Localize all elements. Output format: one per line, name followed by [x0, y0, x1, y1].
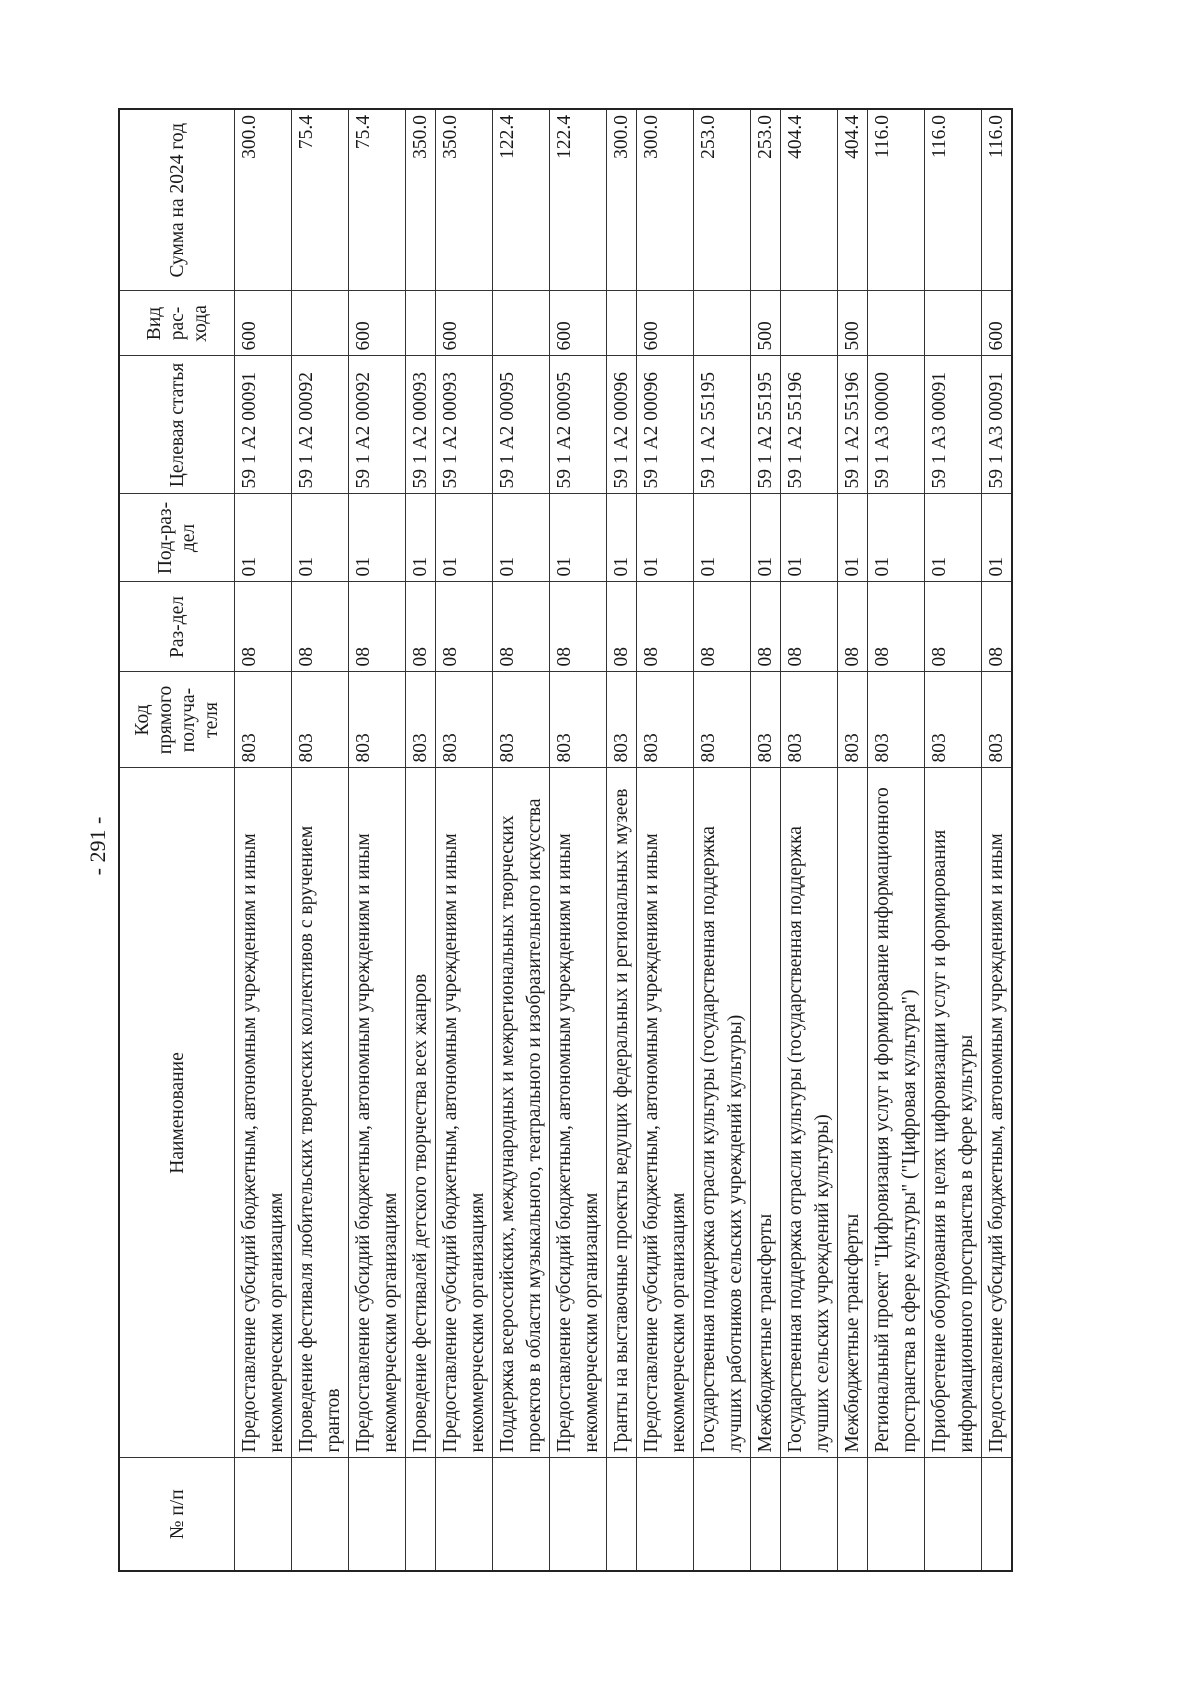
cell-num [751, 1458, 781, 1571]
cell-subsection: 01 [925, 494, 982, 582]
cell-num [868, 1458, 925, 1571]
header-name: Наименование [119, 768, 235, 1458]
cell-subsection: 01 [868, 494, 925, 582]
cell-section: 08 [607, 582, 637, 672]
cell-target-article: 59 1 А2 00095 [550, 356, 607, 494]
cell-num [607, 1458, 637, 1571]
cell-num [406, 1458, 436, 1571]
cell-subsection: 01 [550, 494, 607, 582]
cell-recipient-code: 803 [607, 672, 637, 768]
cell-name: Предоставление субсидий бюджетным, автономным учреждениям и иным некоммерческим организациям [235, 768, 292, 1458]
cell-section: 08 [406, 582, 436, 672]
cell-sum: 404.4 [838, 109, 868, 291]
cell-sum: 300.0 [637, 109, 694, 291]
cell-expense-type: 600 [349, 291, 406, 356]
cell-num [982, 1458, 1013, 1571]
cell-expense-type [406, 291, 436, 356]
cell-target-article: 59 1 А2 00093 [436, 356, 493, 494]
cell-target-article: 59 1 А3 00091 [925, 356, 982, 494]
cell-target-article: 59 1 А2 55196 [781, 356, 838, 494]
cell-name: Государственная поддержка отрасли культуры (государственная поддержка лучших сельских учреждений культуры) [781, 768, 838, 1458]
cell-sum: 122.4 [493, 109, 550, 291]
cell-section: 08 [751, 582, 781, 672]
cell-section: 08 [925, 582, 982, 672]
cell-subsection: 01 [637, 494, 694, 582]
cell-target-article: 59 1 А2 55195 [751, 356, 781, 494]
budget-table [118, 108, 1013, 1572]
cell-subsection: 01 [838, 494, 868, 582]
cell-name: Поддержка всероссийских, международных и межрегиональных творческих проектов в области музыкального, театрального и изобразительного искусства [493, 768, 550, 1458]
cell-target-article: 59 1 А2 55196 [838, 356, 868, 494]
cell-name: Межбюджетные трансферты [838, 768, 868, 1458]
table-row [694, 109, 751, 1571]
cell-recipient-code: 803 [925, 672, 982, 768]
cell-num [235, 1458, 292, 1571]
cell-target-article: 59 1 А2 00093 [406, 356, 436, 494]
cell-sum: 253.0 [694, 109, 751, 291]
cell-expense-type: 500 [838, 291, 868, 356]
cell-expense-type [868, 291, 925, 356]
cell-expense-type [925, 291, 982, 356]
cell-expense-type [292, 291, 349, 356]
cell-section: 08 [838, 582, 868, 672]
cell-name: Гранты на выставочные проекты ведущих федеральных и региональных музеев [607, 768, 637, 1458]
cell-expense-type [694, 291, 751, 356]
cell-recipient-code: 803 [436, 672, 493, 768]
cell-expense-type [607, 291, 637, 356]
cell-sum: 253.0 [751, 109, 781, 291]
cell-target-article: 59 1 А3 00000 [868, 356, 925, 494]
cell-name: Приобретение оборудования в целях цифровизации услуг и формирования информационного пространства в сфере культуры [925, 768, 982, 1458]
cell-recipient-code: 803 [349, 672, 406, 768]
cell-name: Предоставление субсидий бюджетным, автономным учреждениям и иным некоммерческим организациям [349, 768, 406, 1458]
table-row [982, 109, 1013, 1571]
table-row [925, 109, 982, 1571]
header-subsection: Под-раз-дел [119, 494, 235, 582]
cell-expense-type: 600 [235, 291, 292, 356]
cell-name: Предоставление субсидий бюджетным, автономным учреждениям и иным [982, 768, 1013, 1458]
cell-recipient-code: 803 [838, 672, 868, 768]
cell-num [838, 1458, 868, 1571]
header-num: № п/п [119, 1458, 235, 1571]
cell-num [292, 1458, 349, 1571]
table-row [235, 109, 292, 1571]
cell-num [925, 1458, 982, 1571]
cell-sum: 75.4 [349, 109, 406, 291]
cell-target-article: 59 1 А2 00092 [349, 356, 406, 494]
cell-num [781, 1458, 838, 1571]
cell-recipient-code: 803 [493, 672, 550, 768]
cell-sum: 350.0 [436, 109, 493, 291]
cell-section: 08 [982, 582, 1013, 672]
table-row [349, 109, 406, 1571]
page-number: - 291 - [85, 816, 110, 876]
cell-target-article: 59 1 А2 00096 [607, 356, 637, 494]
cell-section: 08 [349, 582, 406, 672]
cell-recipient-code: 803 [235, 672, 292, 768]
table-row [751, 109, 781, 1571]
table-row [637, 109, 694, 1571]
cell-subsection: 01 [349, 494, 406, 582]
cell-section: 08 [868, 582, 925, 672]
cell-name: Проведение фестивалей детского творчества всех жанров [406, 768, 436, 1458]
cell-name: Предоставление субсидий бюджетным, автономным учреждениям и иным некоммерческим организациям [637, 768, 694, 1458]
cell-target-article: 59 1 А2 00092 [292, 356, 349, 494]
cell-target-article: 59 1 А2 55195 [694, 356, 751, 494]
cell-expense-type: 600 [550, 291, 607, 356]
cell-recipient-code: 803 [781, 672, 838, 768]
cell-section: 08 [493, 582, 550, 672]
cell-subsection: 01 [235, 494, 292, 582]
cell-section: 08 [436, 582, 493, 672]
cell-subsection: 01 [493, 494, 550, 582]
cell-section: 08 [292, 582, 349, 672]
cell-recipient-code: 803 [694, 672, 751, 768]
cell-recipient-code: 803 [292, 672, 349, 768]
cell-sum: 350.0 [406, 109, 436, 291]
cell-target-article: 59 1 А2 00095 [493, 356, 550, 494]
header-section: Раз-дел [119, 582, 235, 672]
cell-target-article: 59 1 А2 00096 [637, 356, 694, 494]
cell-sum: 122.4 [550, 109, 607, 291]
cell-num [550, 1458, 607, 1571]
cell-name: Государственная поддержка отрасли культуры (государственная поддержка лучших работников сельских учреждений культуры) [694, 768, 751, 1458]
cell-sum: 300.0 [235, 109, 292, 291]
cell-subsection: 01 [694, 494, 751, 582]
cell-num [349, 1458, 406, 1571]
table-row [406, 109, 436, 1571]
cell-section: 08 [781, 582, 838, 672]
table-row [838, 109, 868, 1571]
cell-sum: 300.0 [607, 109, 637, 291]
cell-subsection: 01 [436, 494, 493, 582]
budget-table-rotated [118, 110, 1070, 1572]
cell-name: Проведение фестиваля любительских творческих коллективов с вручением грантов [292, 768, 349, 1458]
cell-name: Предоставление субсидий бюджетным, автономным учреждениям и иным некоммерческим организациям [436, 768, 493, 1458]
cell-recipient-code: 803 [982, 672, 1013, 768]
cell-recipient-code: 803 [751, 672, 781, 768]
cell-expense-type: 600 [982, 291, 1013, 356]
cell-subsection: 01 [607, 494, 637, 582]
cell-name: Межбюджетные трансферты [751, 768, 781, 1458]
table-row [607, 109, 637, 1571]
table-row [781, 109, 838, 1571]
cell-recipient-code: 803 [868, 672, 925, 768]
cell-expense-type: 500 [751, 291, 781, 356]
cell-section: 08 [694, 582, 751, 672]
cell-subsection: 01 [292, 494, 349, 582]
cell-name: Региональный проект "Цифровизация услуг и формирование информационного пространства в сфере культуры" ("Цифровая культура") [868, 768, 925, 1458]
table-body [235, 109, 1013, 1571]
cell-sum: 116.0 [868, 109, 925, 291]
cell-section: 08 [235, 582, 292, 672]
cell-sum: 404.4 [781, 109, 838, 291]
cell-recipient-code: 803 [637, 672, 694, 768]
table-row [493, 109, 550, 1571]
header-recipient-code: Код прямого получа-теля [119, 672, 235, 768]
cell-section: 08 [637, 582, 694, 672]
cell-subsection: 01 [406, 494, 436, 582]
cell-subsection: 01 [751, 494, 781, 582]
table-row [436, 109, 493, 1571]
cell-expense-type [781, 291, 838, 356]
cell-num [637, 1458, 694, 1571]
cell-sum: 75.4 [292, 109, 349, 291]
cell-name: Предоставление субсидий бюджетным, автономным учреждениям и иным некоммерческим организациям [550, 768, 607, 1458]
cell-target-article: 59 1 А3 00091 [982, 356, 1013, 494]
cell-num [493, 1458, 550, 1571]
cell-num [436, 1458, 493, 1571]
cell-sum: 116.0 [982, 109, 1013, 291]
cell-recipient-code: 803 [550, 672, 607, 768]
table-header-row [119, 109, 235, 1571]
table-row [550, 109, 607, 1571]
cell-num [694, 1458, 751, 1571]
header-target-article: Целевая статья [119, 356, 235, 494]
cell-subsection: 01 [982, 494, 1013, 582]
header-sum-2024: Сумма на 2024 год [119, 109, 235, 291]
cell-expense-type: 600 [637, 291, 694, 356]
cell-expense-type [493, 291, 550, 356]
header-expense-type: Вид рас-хода [119, 291, 235, 356]
table-row [868, 109, 925, 1571]
cell-target-article: 59 1 А2 00091 [235, 356, 292, 494]
cell-section: 08 [550, 582, 607, 672]
table-row [292, 109, 349, 1571]
cell-recipient-code: 803 [406, 672, 436, 768]
cell-sum: 116.0 [925, 109, 982, 291]
cell-expense-type: 600 [436, 291, 493, 356]
cell-subsection: 01 [781, 494, 838, 582]
